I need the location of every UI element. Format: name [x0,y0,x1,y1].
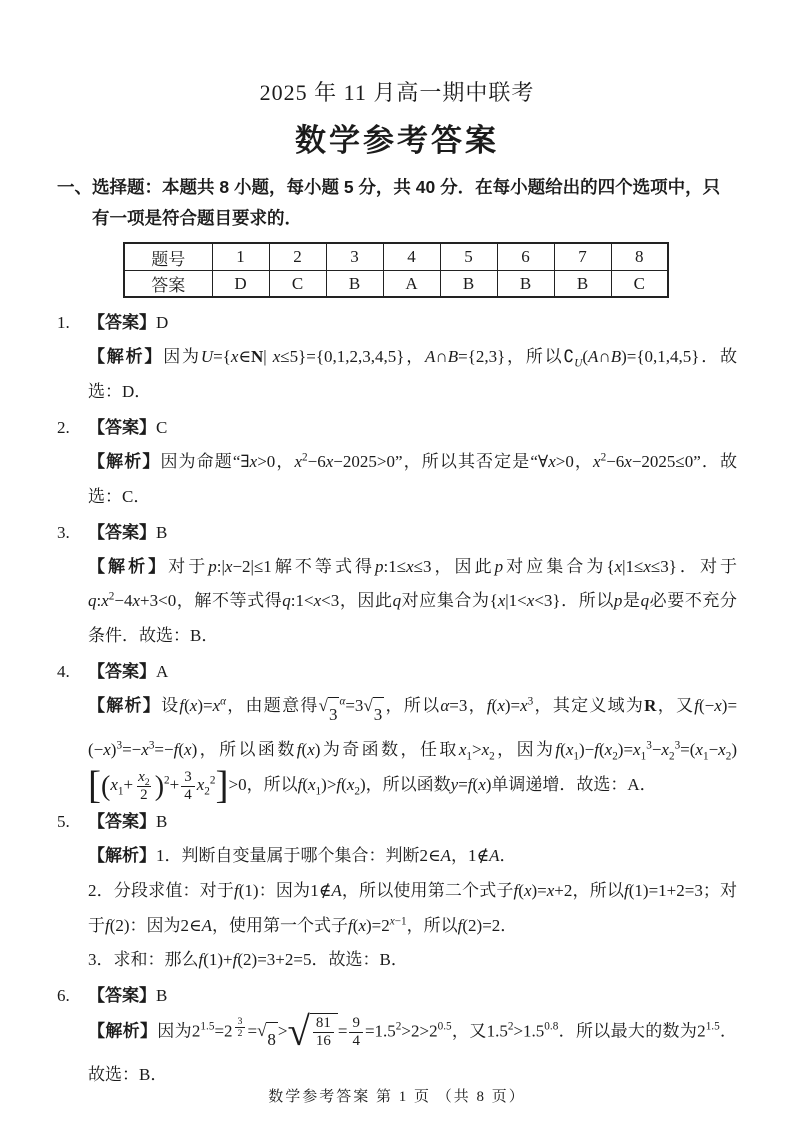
question-number: 3. [57,522,70,542]
answer-line: 【答案】C [88,417,168,437]
analysis-paragraph: 2．分段求值：对于f(1)：因为1∉A，所以使用第二个式子f(x)=x+2，所以f(1)=1+2=3；对于f(2)：因为2∈A，使用第一个式子$f(x)=2^{x-1}$，所以f(2)=2． [88,880,738,935]
table-cell: 5 [440,243,497,270]
analysis-paragraph: 【解析】1．判断自变量属于哪个集合：判断2∈A，1∉A． [88,845,517,865]
answer-row [124,270,668,297]
question-number: 1. [57,313,70,333]
table-row-label: 题号 [124,243,212,270]
table-cell: B [554,270,611,297]
answer-line: 【答案】B [88,811,168,831]
choice-answer-table [123,242,669,298]
analysis-paragraph: 【解析】对于p:|x−2|≤1解不等式得p:1≤x≤3，因此p对应集合为{x|1≤x≤3}．对于$q:x^2-4x+3<0$，解不等式得q:1<x<3，因此q对应集合为{x|1<x<3}．所以p是q必要不充分条件．故选：B． [88,556,738,646]
answer-line: 【答案】D [88,313,169,333]
solution-item-6 [57,979,737,1093]
subject-title: 数学参考答案 [295,123,499,158]
exam-title: 2025 年 11 月高一期中联考 [259,80,535,105]
table-cell: B [326,270,383,297]
table-cell: 1 [212,243,269,270]
solution-item-5 [57,805,737,978]
table-row-label: 答案 [124,270,212,297]
question-number: 2. [57,417,70,437]
question-number: 6. [57,986,70,1006]
table-cell: C [269,270,326,297]
page-footer: 数学参考答案 第 1 页 （共 8 页） [268,1089,526,1105]
analysis-paragraph: 【解析】因为$2^{1.5}=2$ $^{\frac{3}{2}}$ = √ 8 > √ $\frac{81}{16}$ = $\frac{9}{4}$ $=1.5^2>2>2^{0.5}$，又$1.5^2>1.5^{0.8}$．所以最大的数为$2^{1.5}$．故选：B． [88,1009,738,1085]
table-cell: 2 [269,243,326,270]
table-cell: D [212,270,269,297]
solution-item-3 [57,516,737,655]
table-cell: A [383,270,440,297]
table-cell: 3 [326,243,383,270]
solution-item-1 [57,306,737,410]
table-cell: B [497,270,554,297]
solution-list [57,306,737,1093]
solution-item-4 [57,655,738,808]
answer-line: 【答案】B [88,986,168,1006]
question-number: 4. [57,662,70,682]
table-cell: 6 [497,243,554,270]
table-cell: C [611,270,668,297]
table-cell: B [440,270,497,297]
analysis-paragraph: 【解析】设$f(x)=x^\alpha$，由题意得 √ 3 $^\alpha$=3 √ 3 ，所以α=3，$f(x)=x^3$，其定义域为R，又$f(-x)=(-x)^3=-x^3=-f(x)$，所以函数f(x)为奇函数，任取$x_1>x_2$，因为$f(x_1)-f(x_2)=x_1^3-x_2^3=(x_1-x_2)$ [ ( $x_1+$ $\frac{x_2}{2}$ ) $^2$+ $\frac{3}{4}$ $x_2^2$ ] >0，所以$f(x_1)>f(x_2)$，所以函数y=f(x)单调递增．故选：A． [88,695,738,808]
analysis-paragraph: 【解析】因为U={x∈N| x≤5}={0,1,2,3,4,5}，A∩B={2,3}，所以$∁_U(A\cap B)=\{0,1,4,5\}$．故选：D． [88,347,738,402]
table-cell: 4 [383,243,440,270]
question-number-row [124,243,668,270]
question-number: 5. [57,811,70,831]
answer-line: 【答案】A [88,662,169,682]
analysis-paragraph: 3．求和：那么f(1)+f(2)=3+2=5．故选：B． [88,950,408,970]
answer-line: 【答案】B [88,522,168,542]
table-cell: 7 [554,243,611,270]
section-heading: 一、选择题：本题共 8 小题，每小题 5 分，共 40 分．在每小题给出的四个选项中，只有一项是符合题目要求的． [57,177,721,228]
table-cell: 8 [611,243,668,270]
solution-item-2 [57,411,737,515]
analysis-paragraph: 【解析】因为命题“∃x>0，$x^2-6x-2025>0$”，所以其否定是“∀x>0，$x^2-6x-2025\le 0$”．故选：C． [88,451,738,506]
